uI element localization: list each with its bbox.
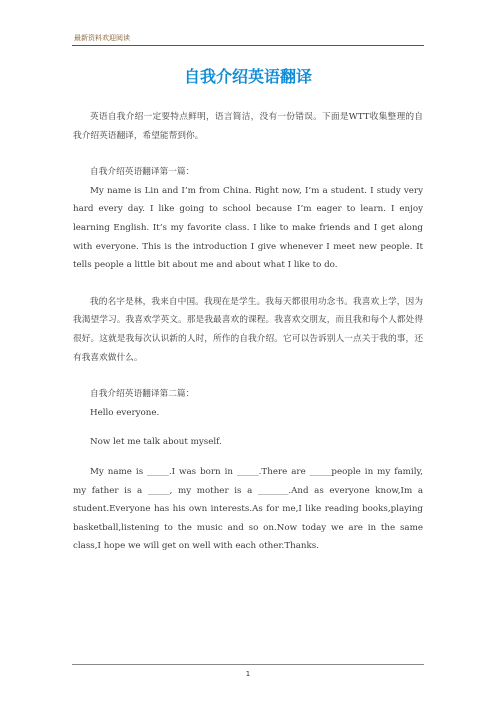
section2-template-paragraph: My name is _____.I was born in _____.There are _____people in my family, my father is a _____, my mother is a _______.And as everyone know,Im a student.Everyone has his own interests.As for me,I like reading books,playing basketball,listening to the music and so on.Now today we are in the same class,I hope we will get on well with each other.Thanks. <box>73 466 423 552</box>
document-body <box>73 108 423 556</box>
section1-chinese-paragraph: 我的名字是林，我来自中国。我现在是学生。我每天都很用功念书。我喜欢上学，因为我渴望学习。我喜欢学英文。那是我最喜欢的课程。我喜欢交朋友，而且我和每个人都处得很好。这就是我每次认识新的人时，所作的自我介绍。它可以告诉别人一点关于我的事，还有我喜欢做什么。 <box>73 296 423 363</box>
section1-heading: 自我介绍英语翻译第一篇： <box>90 167 195 178</box>
intro-paragraph: 英语自我介绍一定要特点鲜明，语言简洁，没有一份错误。下面是WTT收集整理的自我介绍英语翻译，希望能帮到你。 <box>73 112 423 141</box>
document-title: 自我介绍英语翻译 <box>183 67 312 86</box>
section2-intro-line: Now let me talk about myself. <box>90 437 222 448</box>
header-label: 最新资料欢迎阅读 <box>74 34 130 42</box>
section1-english-paragraph: My name is Lin and I’m from China. Right now, I’m a student. I study very hard every day. I like going to school because I’m eager to learn. I enjoy learning English. It’s my favorite class. I like to make friends and I get along with everyone. This is the introduction I give whenever I meet new people. It tells people a little bit about me and about what I like to do. <box>73 185 423 271</box>
section2-greeting: Hello everyone. <box>90 407 160 418</box>
page-number: 1 <box>245 670 251 678</box>
section2-heading: 自我介绍英语翻译第二篇： <box>90 389 195 400</box>
header-divider <box>72 45 424 46</box>
footer-divider <box>72 664 424 665</box>
